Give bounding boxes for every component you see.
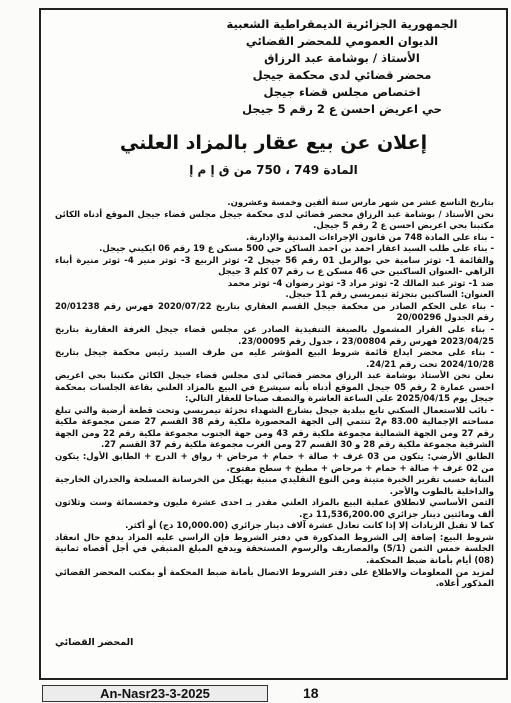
header-line: حي اعريض احسن ع 2 رقم 5 جيجل	[242, 102, 442, 116]
newspaper-footer-bar: An-Nasr23-3-2025	[42, 685, 268, 702]
body-paragraph: - بناء على الحكم الصادر من محكمة جيجل القسم العقاري بتاريخ 2020/07/22 فهرس رقم 20/01238 رقم الجدول 20/00296	[55, 301, 494, 324]
body-paragraph: ضد 1- ثوثر عبد المالك 2- ثوثر مراد 3- ثوثر رضوان 4- ثوثر محمد	[227, 278, 494, 289]
announcement-title: إعلان عن بيع عقار بالمزاد العلني	[119, 132, 428, 154]
body-paragraph: - بناء على محضر ايداع قائمة شروط البيع المؤشر عليه من طرف السيد رئيس محكمة جيجل بتاريخ 2024/10/28 تحت رقم 24/21.	[55, 348, 494, 370]
body-paragraph: - نائب للاستعمال السكني تابع ببلدية جيجل بشارع الشهداء تجزئة تيمريسي وتحت قطعة أرضية والتي تبلغ مساحته الإجمالية 83.00 م2 تنتمي إلى الجهة المحصورة ملكية رقم 38 القسم 27 ضمن مجموعة ملكية رقم 27 ومن الجهة الشمالية مجموعة ملكية رقم 43 ومن جهة الجنوب مجموعة ملكية رقم 22 ومن الجهة الشرقية مجموعة ملكية رقم 28 و 30 القسم 27 ومن الغرب مجموعة ملكية رقم 37 القسم 27.	[55, 405, 494, 451]
announcement-frame	[39, 8, 508, 680]
body-paragraph: نحن الأستاذ / بوشامة عبد الرزاق محضر قضائي لدى محكمة جيجل مجلس قضاء جيجل الموقع أدناه الكائن مكتبنا بحي اعريض احسن ع 2 رقم 5 جيجل.	[55, 209, 494, 232]
body-paragraph: كما لا تقبل الزيادات إلا إذا كانت تعادل عشرة آلاف دينار جزائري (10,000.00 دج) أو أكثر.	[125, 521, 494, 532]
body-paragraph: العنوان: الساكنين بتجزئة تيمريسي رقم 11 جيجل.	[285, 290, 494, 301]
header-line: الأستاذ / بوشامة عبد الرزاق	[264, 51, 420, 65]
announcement-body	[55, 198, 494, 591]
issuer-header	[192, 16, 492, 118]
header-line: الديوان العمومي للمحضر القضائي	[245, 34, 439, 48]
header-line: محضر قضائي لدى محكمة جيجل	[252, 68, 432, 82]
header-line: اختصاص مجلس قضاء جيجل	[263, 85, 421, 99]
body-paragraph: البناية حسب تقرير الخبرة متينة ومن النوع التقليدي مبنية بهيكل من الخرسانة المسلحة والجدران الخارجية والداخلية بالطوب والأجر.	[55, 475, 494, 497]
signature-label: المحضر القضائي	[55, 637, 134, 648]
page-number: 18	[303, 685, 319, 701]
body-paragraph: - بناء على المادة 748 من قانون الإجراءات المدنية والإدارية.	[246, 232, 494, 243]
body-paragraph: بتاريخ التاسع عشر من شهر مارس سنة ألفين وخمسة وعشرون.	[227, 198, 494, 208]
body-paragraph: - بناء على طلب السيد اعقار احمد بن احمد الساكن حي 500 مسكن ع 19 رقم 06 ايكيني جيجل.	[99, 244, 494, 255]
header-line: الجمهورية الجزائرية الديمقراطية الشعبية	[226, 17, 458, 31]
body-paragraph: نعلن نحن الأستاذ بوشامة عبد الرزاق محضر قضائي لدى مجلس قضاء جيجل الكائن مكتبنا بحي اعريض احسن عمارة 2 رقم 05 جيجل الموقع أدناه بأنه سيشرع في البيع بالمزاد العلني بقاعة الجلسات بمحكمة جيجل يوم 2025/04/15 على الساعة العاشرة والنصف صباحا للعقار التالي:	[55, 371, 494, 405]
body-paragraph: - بناء على القرار المشمول بالصيغة التنفيذية الصادر عن مجلس قضاء جيجل الغرفة العقارية بتاريخ 2023/04/25 فهرس رقم 23/00804 ، جدول رقم 23/00095.	[55, 325, 494, 347]
body-paragraph: شروط البيع: إضافة إلى الشروط المذكورة في دفتر الشروط فإن الراسي عليه المزاد يدفع حال انعقاد الجلسة خمس الثمن (5/1) والمصاريف والرسوم المستحقة ويدفع المبلغ المتبقي في أجل أقصاه ثمانية (08) أيام بأمانة ضبط المحكمة.	[55, 532, 495, 566]
body-paragraph: الثمن الأساسي لانطلاق عملية البيع بالمزاد العلني مقدر بـ احدى عشرة مليون وخمسمائة وست وثلاثون ألف ومائتين دينار جزائري 11,536,200.00 دج.	[55, 498, 494, 520]
body-paragraph: الطابق الأرضي: يتكون من 03 غرف + صالة + حمام + مرحاض + رواق + الدرج + الطابق الأول: يتكون من 02 غرف + صالة + حمام + مرحاض + مطبخ + سطح مفتوح.	[55, 452, 494, 474]
body-paragraph: والقائمة 1- ثوثر سامية حي بوالرمل 01 رقم 56 جيجل 2- ثوثر الربيع 3- ثوثر منير 4- ثوثر منيرة أبناء الزاهي -العنوان الساكنين حي 46 مسكن ع ب رقم 07 كلم 3 جيجل	[55, 255, 494, 278]
body-paragraph: لمزيد من المعلومات والاطلاع على دفتر الشروط الاتصال بأمانة ضبط المحكمة أو بمكتب المحضر القضائي المذكور أعلاه.	[55, 567, 494, 590]
legal-articles: المادة 749 ، 750 من ق إ م إ	[189, 163, 358, 177]
